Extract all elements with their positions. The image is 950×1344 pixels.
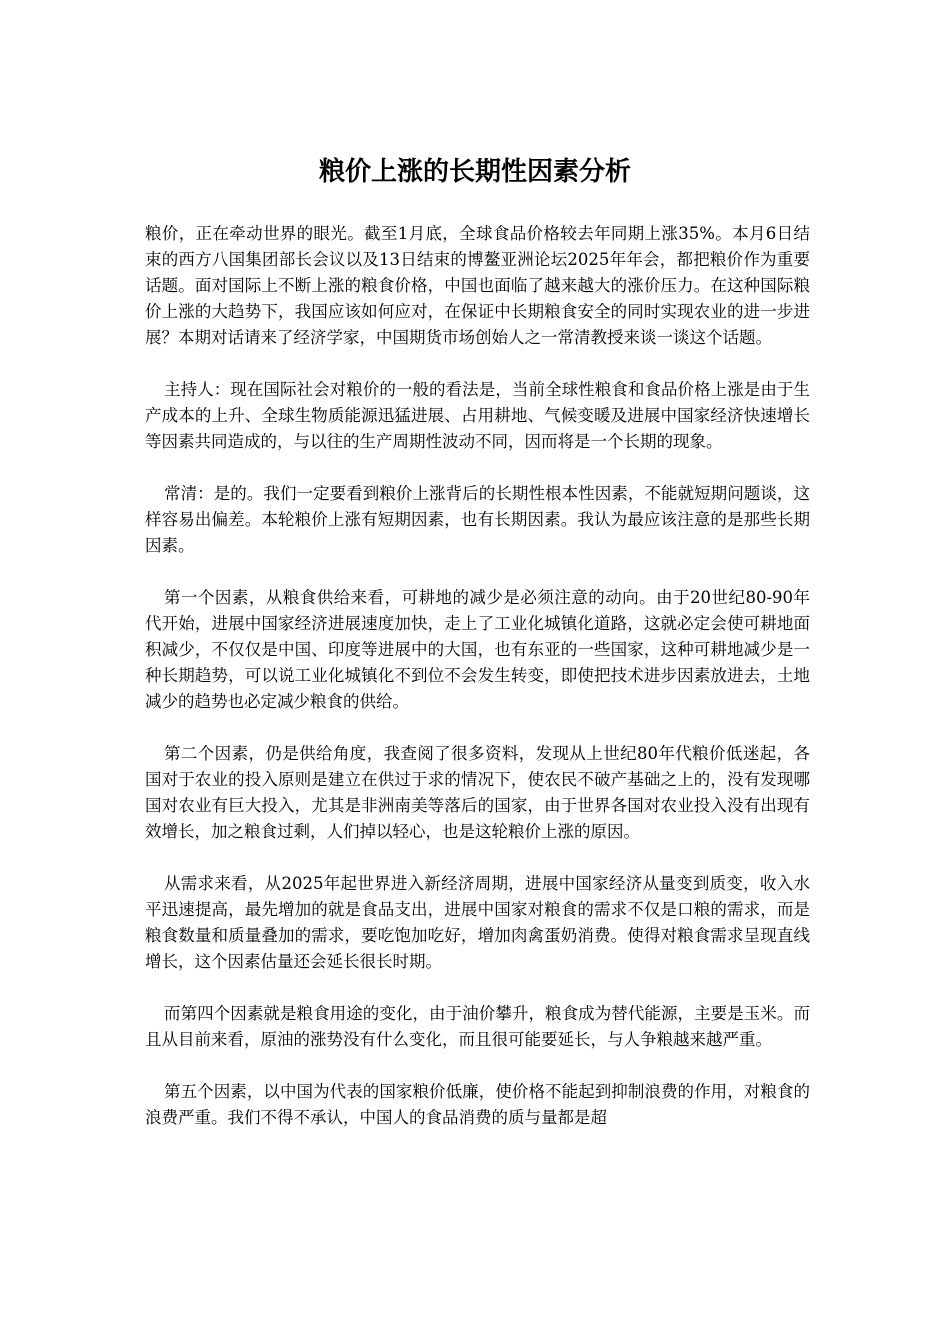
paragraph-factor-5: 第五个因素，以中国为代表的国家粮价低廉，使价格不能起到抑制浪费的作用，对粮食的浪费严重。我们不得不承认，中国人的食品消费的质与量都是超 <box>145 1082 810 1127</box>
document-body <box>145 221 810 1157</box>
paragraph-factor-3: 从需求来看，从2025年起世界进入新经济周期，进展中国家经济从量变到质变，收入水平迅速提高，最先增加的就是食品支出，进展中国家对粮食的需求不仅是口粮的需求，而是粮食数量和质量叠加的需求，要吃饱加吃好，增加肉禽蛋奶消费。使得对粮食需求呈现直线增长，这个因素估量还会延长很长时期。 <box>145 874 810 971</box>
paragraph-factor-1: 第一个因素，从粮食供给来看，可耕地的减少是必须注意的动向。由于20世纪80-90年代开始，进展中国家经济进展速度加快，走上了工业化城镇化道路，这就必定会使可耕地面积减少，不仅仅是中国、印度等进展中的大国，也有东亚的一些国家，这种可耕地减少是一种长期趋势，可以说工业化城镇化不到位不会发生转变，即使把技术进步因素放进去，土地减少的趋势也必定减少粮食的供给。 <box>145 588 810 711</box>
paragraph-host: 主持人：现在国际社会对粮价的一般的看法是，当前全球性粮食和食品价格上涨是由于生产成本的上升、全球生物质能源迅猛进展、占用耕地、气候变暖及进展中国家经济快速增长等因素共同造成的，与以往的生产周期性波动不同，因而将是一个长期的现象。 <box>145 380 810 451</box>
document-title: 粮价上涨的长期性因素分析 <box>318 157 631 187</box>
paragraph-changqing: 常清：是的。我们一定要看到粮价上涨背后的长期性根本性因素，不能就短期问题谈，这样容易出偏差。本轮粮价上涨有短期因素，也有长期因素。我认为最应该注意的是那些长期因素。 <box>145 484 810 555</box>
paragraph-factor-4: 而第四个因素就是粮食用途的变化，由于油价攀升，粮食成为替代能源，主要是玉米。而且从目前来看，原油的涨势没有什么变化，而且很可能要延长，与人争粮越来越严重。 <box>145 1004 810 1049</box>
paragraph-factor-2: 第二个因素，仍是供给角度，我查阅了很多资料，发现从上世纪80年代粮价低迷起，各国对于农业的投入原则是建立在供过于求的情况下，使农民不破产基础之上的，没有发现哪国对农业有巨大投入，尤其是非洲南美等落后的国家，由于世界各国对农业投入没有出现有效增长，加之粮食过剩，人们掉以轻心，也是这轮粮价上涨的原因。 <box>145 744 810 841</box>
paragraph-intro: 粮价，正在牵动世界的眼光。截至1月底，全球食品价格较去年同期上涨35%。本月6日结束的西方八国集团部长会议以及13日结束的博鳌亚洲论坛2025年年会，都把粮价作为重要话题。面对国际上不断上涨的粮食价格，中国也面临了越来越大的涨价压力。在这种国际粮价上涨的大趋势下，我国应该如何应对，在保证中长期粮食安全的同时实现农业的进一步进展？本期对话请来了经济学家，中国期货市场创始人之一常清教授来谈一谈这个话题。 <box>145 224 810 347</box>
